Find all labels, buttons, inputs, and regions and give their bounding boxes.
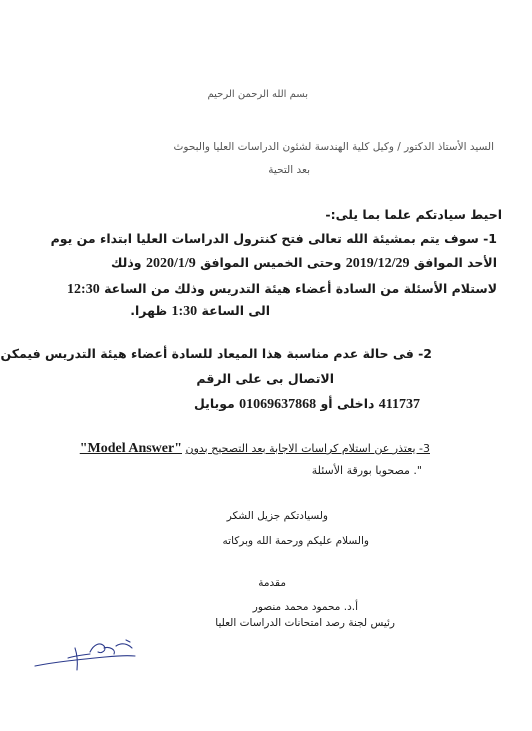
item1-time-end: 1:30 <box>171 304 198 319</box>
closing-thanks: ولسيادتكم جزيل الشكر <box>226 510 328 522</box>
item3-line2: ". مصحوبا بورقة الأسئلة <box>311 464 422 477</box>
handwritten-signature-icon <box>30 630 150 675</box>
item2-mobile: 01069637868 <box>239 397 317 412</box>
signatory-title: رئيس لجنة رصد امتحانات الدراسات العليا <box>215 617 395 629</box>
item1-line1: 1- سوف يتم بمشيئة الله تعالى فتح كنترول الدراسات العليا ابتداء من يوم <box>50 231 497 246</box>
item1-line3: لاستلام الأسئلة من السادة أعضاء هيئة التدريس وذلك من الساعة 12:30 <box>67 281 497 297</box>
item1-time-start: 12:30 <box>67 282 100 297</box>
item1-date-end: 2020/1/9 <box>145 256 196 271</box>
basmala: بسم الله الرحمن الرحيم <box>207 89 308 100</box>
item1-date-start: 2019/12/29 <box>345 256 410 271</box>
recipient-line: السيد الأستاذ الدكتور / وكيل كلية الهندسة لشئون الدراسات العليا والبحوث <box>173 141 494 153</box>
item2-line2: الاتصال بى على الرقم <box>196 371 334 386</box>
model-answer: "Model Answer" <box>79 441 182 456</box>
greeting: بعد التحية <box>268 164 310 176</box>
submitted-by: مقدمة <box>258 577 286 589</box>
item3-line1: 3- يعتذر عن استلام كراسات الاجابة بعد التصحيح بدون "Model Answer" <box>79 441 430 456</box>
item2-line1: 2- فى حالة عدم مناسبة هذا الميعاد للسادة أعضاء هيئة التدريس فيمكن <box>0 346 432 361</box>
intro-line: احيط سيادتكم علما بما يلى:- <box>325 207 502 222</box>
item2-phones: 411737 داخلى أو 01069637868 موبايل <box>193 396 420 412</box>
item2-ext: 411737 <box>378 397 420 412</box>
item1-line2: الأحد الموافق 2019/12/29 وحتى الخميس الموافق 2020/1/9 وذلك <box>111 255 497 271</box>
signatory-name: أ.د. محمود محمد منصور <box>252 601 358 613</box>
item1-line4: الى الساعة 1:30 ظهرا. <box>130 303 270 319</box>
closing-salutation: والسلام عليكم ورحمة الله وبركاته <box>222 535 369 547</box>
